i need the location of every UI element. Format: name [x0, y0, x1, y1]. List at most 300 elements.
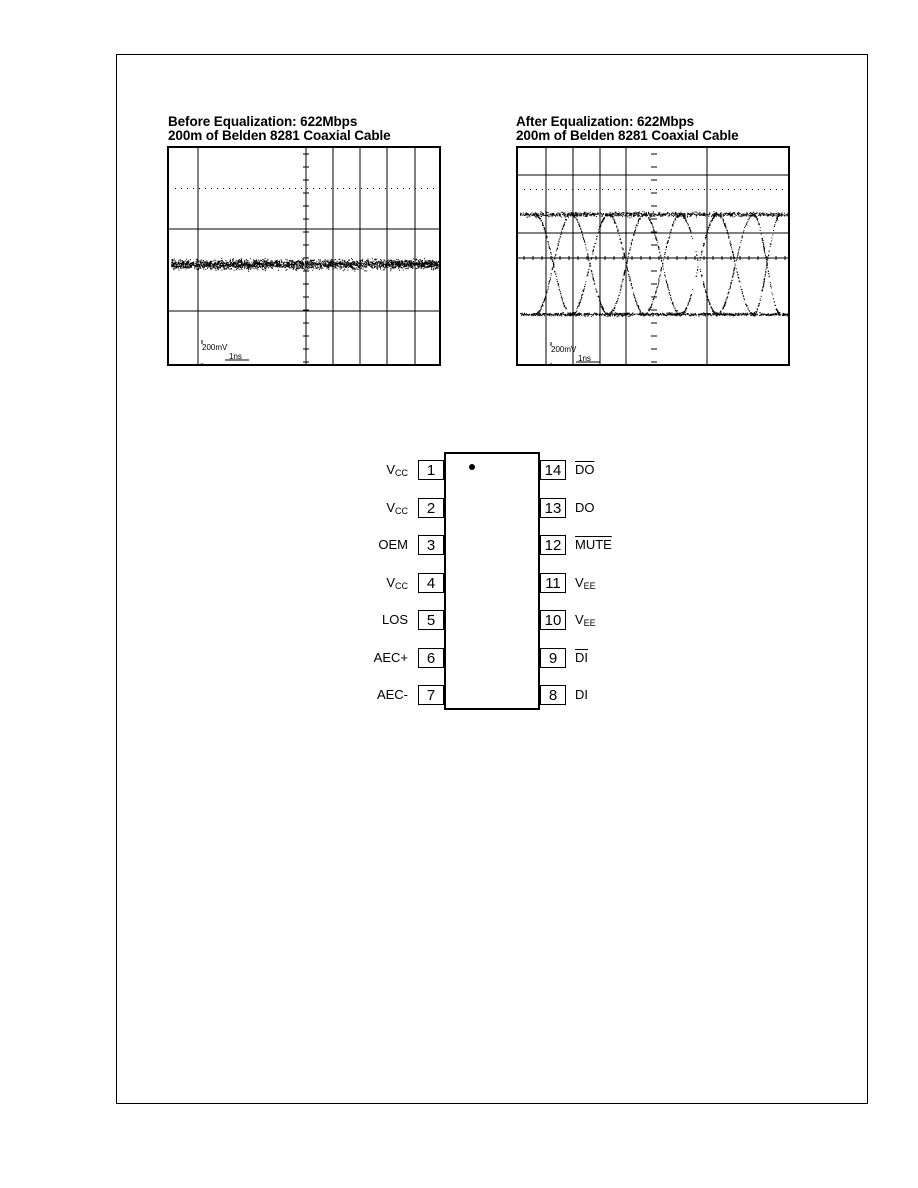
trace-point: [252, 265, 253, 266]
trace-point: [375, 259, 376, 260]
trace-point: [555, 313, 556, 314]
trace-point: [653, 211, 654, 212]
trace-point: [200, 262, 201, 263]
trace-point: [325, 264, 326, 265]
trace-point: [630, 314, 631, 315]
trace-point: [667, 314, 668, 315]
trace-point: [253, 265, 254, 266]
trace-point: [371, 262, 372, 263]
grid-dot: [439, 188, 440, 189]
trace-point: [575, 312, 576, 313]
trace-point: [524, 215, 525, 216]
trace-point: [301, 263, 302, 264]
trace-point: [640, 213, 641, 214]
trace-point: [230, 259, 231, 260]
trace-point: [561, 314, 562, 315]
grid-dot: [632, 189, 633, 190]
trace-point: [390, 266, 391, 267]
trace-point: [588, 269, 589, 270]
trace-point: [401, 262, 402, 263]
trace-point: [432, 264, 433, 265]
trace-point: [713, 211, 714, 212]
grid-dot: [433, 188, 434, 189]
trace-point: [312, 265, 313, 266]
trace-point: [283, 265, 284, 266]
trace-point: [340, 266, 341, 267]
trace-point: [229, 269, 230, 270]
trace-point: [181, 263, 182, 264]
trace-point: [258, 267, 259, 268]
trace-point: [412, 262, 413, 263]
trace-point: [346, 262, 347, 263]
trace-point: [279, 266, 280, 267]
trace-point: [254, 264, 255, 265]
trace-point: [405, 263, 406, 264]
trace-point: [650, 217, 651, 218]
trace-point: [675, 315, 676, 316]
trace-point: [564, 216, 565, 217]
trace-point: [523, 314, 524, 315]
trace-point: [341, 263, 342, 264]
trace-point: [545, 211, 546, 212]
trace-point: [691, 215, 692, 216]
trace-point: [305, 271, 306, 272]
grid-dot: [596, 189, 597, 190]
trace-point: [687, 313, 688, 314]
trace-point: [228, 265, 229, 266]
trace-point: [584, 315, 585, 316]
trace-point: [199, 265, 200, 266]
trace-point: [332, 263, 333, 264]
trace-point: [220, 266, 221, 267]
trace-point: [594, 214, 595, 215]
trace-point: [660, 212, 661, 213]
trace-point: [325, 266, 326, 267]
trace-point: [542, 302, 543, 303]
trace-point: [434, 261, 435, 262]
trace-point: [561, 217, 562, 218]
trace-point: [603, 309, 604, 310]
trace-point: [279, 261, 280, 262]
trace-point: [781, 216, 782, 217]
trace-point: [545, 215, 546, 216]
trace-point: [557, 314, 558, 315]
trace-point: [788, 213, 789, 214]
grid-dot: [782, 189, 783, 190]
trace-point: [218, 269, 219, 270]
trace-point: [550, 313, 551, 314]
before-title-line2: 200m of Belden 8281 Coaxial Cable: [168, 128, 391, 143]
trace-point: [597, 314, 598, 315]
trace-point: [310, 260, 311, 261]
trace-point: [561, 232, 562, 233]
trace-point: [275, 261, 276, 262]
trace-point: [703, 214, 704, 215]
trace-point: [319, 261, 320, 262]
trace-point: [368, 260, 369, 261]
trace-point: [664, 214, 665, 215]
trace-point: [539, 311, 540, 312]
trace-point: [433, 266, 434, 267]
trace-point: [321, 267, 322, 268]
trace-point: [354, 265, 355, 266]
trace-point: [606, 215, 607, 216]
trace-point: [399, 265, 400, 266]
grid-dot: [181, 188, 182, 189]
trace-point: [173, 260, 174, 261]
trace-point: [634, 215, 635, 216]
trace-point: [363, 269, 364, 270]
trace-point: [738, 213, 739, 214]
trace-point: [724, 314, 725, 315]
trace-point: [539, 217, 540, 218]
trace-point: [348, 262, 349, 263]
grid-dot: [668, 189, 669, 190]
trace-point: [577, 314, 578, 315]
trace-point: [587, 274, 588, 275]
trace-point: [330, 266, 331, 267]
trace-point: [731, 214, 732, 215]
trace-point: [221, 258, 222, 259]
trace-point: [568, 314, 569, 315]
trace-point: [316, 261, 317, 262]
before-title: [168, 115, 391, 143]
trace-point: [392, 261, 393, 262]
trace-point: [648, 213, 649, 214]
trace-point: [588, 258, 589, 259]
trace-point: [657, 314, 658, 315]
trace-point: [340, 265, 341, 266]
trace-point: [592, 251, 593, 252]
trace-point: [622, 216, 623, 217]
trace-point: [249, 265, 250, 266]
trace-point: [676, 213, 677, 214]
trace-point: [602, 314, 603, 315]
trace-point: [732, 216, 733, 217]
trace-point: [432, 262, 433, 263]
trace-point: [608, 313, 609, 314]
trace-point: [246, 261, 247, 262]
trace-point: [226, 263, 227, 264]
grid-dot: [349, 188, 350, 189]
trace-point: [634, 212, 635, 213]
trace-point: [390, 270, 391, 271]
trace-point: [201, 265, 202, 266]
trace-point: [548, 241, 549, 242]
trace-point: [629, 315, 630, 316]
trace-point: [247, 262, 248, 263]
trace-point: [271, 267, 272, 268]
trace-point: [298, 261, 299, 262]
trace-point: [704, 215, 705, 216]
trace-point: [356, 264, 357, 265]
trace-point: [577, 216, 578, 217]
trace-point: [222, 263, 223, 264]
trace-point: [671, 314, 672, 315]
trace-point: [344, 269, 345, 270]
trace-point: [731, 315, 732, 316]
trace-point: [534, 315, 535, 316]
trace-point: [242, 262, 243, 263]
trace-point: [177, 263, 178, 264]
trace-point: [375, 266, 376, 267]
trace-point: [336, 263, 337, 264]
trace-point: [560, 291, 561, 292]
trace-point: [621, 213, 622, 214]
trace-point: [558, 241, 559, 242]
trace-point: [257, 269, 258, 270]
trace-point: [236, 261, 237, 262]
trace-point: [546, 314, 547, 315]
trace-point: [384, 269, 385, 270]
trace-point: [266, 268, 267, 269]
trace-point: [272, 262, 273, 263]
trace-point: [773, 215, 774, 216]
trace-point: [201, 264, 202, 265]
trace-point: [529, 314, 530, 315]
trace-point: [696, 314, 697, 315]
trace-point: [759, 315, 760, 316]
trace-point: [271, 262, 272, 263]
trace-point: [573, 213, 574, 214]
trace-point: [304, 269, 305, 270]
trace-point: [406, 268, 407, 269]
trace-point: [419, 266, 420, 267]
trace-point: [775, 213, 776, 214]
trace-point: [384, 260, 385, 261]
trace-point: [776, 216, 777, 217]
trace-point: [402, 262, 403, 263]
trace-point: [559, 214, 560, 215]
grid-dot: [337, 188, 338, 189]
trace-point: [413, 258, 414, 259]
trace-point: [196, 259, 197, 260]
trace-point: [628, 316, 629, 317]
trace-point: [257, 262, 258, 263]
trace-point: [745, 214, 746, 215]
trace-point: [184, 263, 185, 264]
trace-point: [627, 212, 628, 213]
trace-point: [581, 315, 582, 316]
trace-point: [547, 237, 548, 238]
trace-point: [425, 267, 426, 268]
trace-point: [591, 273, 592, 274]
trace-point: [414, 264, 415, 265]
trace-point: [213, 265, 214, 266]
trace-point: [274, 263, 275, 264]
grid-dot: [235, 188, 236, 189]
trace-point: [425, 263, 426, 264]
trace-point: [777, 314, 778, 315]
trace-point: [308, 268, 309, 269]
trace-point: [237, 268, 238, 269]
trace-point: [614, 316, 615, 317]
trace-point: [707, 313, 708, 314]
trace-point: [579, 213, 580, 214]
trace-point: [652, 313, 653, 314]
trace-point: [558, 284, 559, 285]
trace-point: [547, 236, 548, 237]
trace-point: [563, 226, 564, 227]
trace-point: [426, 266, 427, 267]
trace-point: [327, 266, 328, 267]
trace-point: [207, 263, 208, 264]
trace-point: [585, 314, 586, 315]
trace-point: [360, 264, 361, 265]
trace-point: [667, 212, 668, 213]
trace-point: [352, 266, 353, 267]
trace-point: [563, 303, 564, 304]
trace-point: [409, 266, 410, 267]
trace-point: [356, 267, 357, 268]
trace-point: [308, 266, 309, 267]
grid-dot: [223, 188, 224, 189]
trace-point: [579, 223, 580, 224]
trace-point: [387, 268, 388, 269]
trace-point: [740, 213, 741, 214]
grid-dot: [602, 189, 603, 190]
trace-point: [338, 266, 339, 267]
after-scope-trace: [518, 148, 790, 366]
trace-point: [595, 289, 596, 290]
trace-point: [372, 263, 373, 264]
trace-point: [351, 263, 352, 264]
trace-point: [350, 266, 351, 267]
trace-point: [693, 315, 694, 316]
grid-dot: [373, 188, 374, 189]
trace-point: [308, 262, 309, 263]
trace-point: [589, 313, 590, 314]
trace-point: [343, 270, 344, 271]
trace-point: [662, 214, 663, 215]
trace-point: [292, 263, 293, 264]
trace-point: [244, 263, 245, 264]
trace-point: [209, 265, 210, 266]
trace-point: [196, 266, 197, 267]
trace-point: [551, 315, 552, 316]
trace-point: [650, 315, 651, 316]
trace-point: [593, 278, 594, 279]
trace-point: [373, 261, 374, 262]
trace-point: [231, 268, 232, 269]
grid-dot: [241, 188, 242, 189]
trace-point: [325, 259, 326, 260]
trace-point: [526, 313, 527, 314]
trace-point: [267, 265, 268, 266]
trace-point: [762, 314, 763, 315]
trace-point: [194, 268, 195, 269]
trace-point: [695, 214, 696, 215]
trace-point: [411, 262, 412, 263]
trace-point: [391, 264, 392, 265]
trace-point: [307, 269, 308, 270]
trace-point: [190, 267, 191, 268]
trace-point: [260, 266, 261, 267]
trace-point: [590, 212, 591, 213]
trace-point: [378, 266, 379, 267]
trace-point: [746, 215, 747, 216]
trace-point: [341, 267, 342, 268]
trace-point: [720, 213, 721, 214]
trace-point: [676, 214, 677, 215]
trace-point: [592, 214, 593, 215]
trace-point: [376, 268, 377, 269]
grid-dot: [271, 188, 272, 189]
trace-point: [385, 265, 386, 266]
grid-dot: [325, 188, 326, 189]
noise-band: [171, 258, 440, 272]
trace-point: [625, 314, 626, 315]
trace-point: [289, 264, 290, 265]
trace-point: [424, 258, 425, 259]
trace-point: [265, 264, 266, 265]
trace-point: [543, 313, 544, 314]
trace-point: [312, 260, 313, 261]
trace-point: [235, 264, 236, 265]
trace-point: [666, 313, 667, 314]
trace-point: [563, 312, 564, 313]
trace-point: [249, 266, 250, 267]
trace-point: [411, 260, 412, 261]
trace-point: [356, 263, 357, 264]
trace-point: [318, 259, 319, 260]
trace-point: [617, 316, 618, 317]
trace-point: [371, 264, 372, 265]
trace-point: [776, 213, 777, 214]
trace-point: [724, 215, 725, 216]
trace-point: [782, 315, 783, 316]
grid-dot: [626, 189, 627, 190]
trace-point: [649, 314, 650, 315]
trace-point: [187, 263, 188, 264]
trace-point: [391, 262, 392, 263]
trace-point: [734, 315, 735, 316]
trace-point: [659, 213, 660, 214]
trace-point: [177, 267, 178, 268]
trace-point: [546, 215, 547, 216]
trace-point: [351, 258, 352, 259]
trace-point: [710, 314, 711, 315]
trace-point: [655, 214, 656, 215]
trace-point: [250, 266, 251, 267]
trace-point: [723, 216, 724, 217]
trace-point: [581, 298, 582, 299]
trace-point: [327, 264, 328, 265]
trace-point: [225, 260, 226, 261]
trace-point: [573, 215, 574, 216]
trace-point: [653, 212, 654, 213]
trace-point: [603, 310, 604, 311]
trace-point: [561, 296, 562, 297]
trace-point: [217, 266, 218, 267]
trace-point: [760, 214, 761, 215]
trace-point: [432, 261, 433, 262]
trace-point: [297, 264, 298, 265]
trace-point: [525, 213, 526, 214]
trace-point: [246, 264, 247, 265]
trace-point: [344, 261, 345, 262]
trace-point: [655, 313, 656, 314]
trace-point: [411, 263, 412, 264]
trace-point: [263, 265, 264, 266]
trace-point: [359, 265, 360, 266]
trace-point: [204, 265, 205, 266]
trace-point: [785, 215, 786, 216]
trace-point: [247, 260, 248, 261]
trace-point: [366, 262, 367, 263]
trace-point: [692, 213, 693, 214]
trace-point: [226, 261, 227, 262]
